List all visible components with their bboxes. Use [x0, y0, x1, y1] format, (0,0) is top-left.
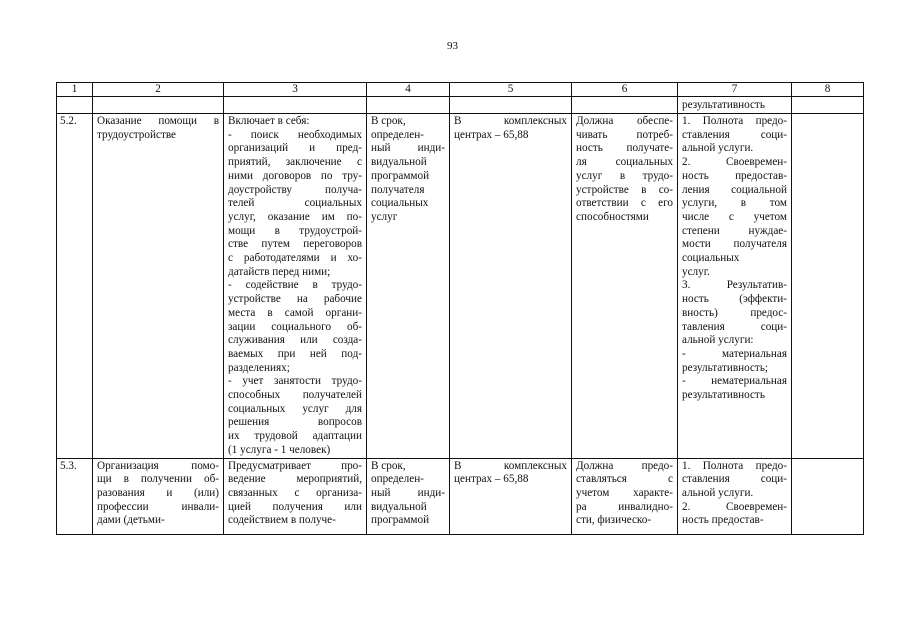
cell-line: профессии инвали- — [97, 500, 219, 513]
table-cell — [93, 97, 224, 114]
cell-line: служивания или созда- — [228, 334, 362, 347]
column-header: 8 — [792, 83, 864, 97]
cell-line: дами (детьми- — [97, 514, 165, 527]
cell-line: услуги, в том — [682, 197, 787, 210]
table-cell — [57, 97, 93, 114]
cell-line: - нематериальная — [682, 375, 787, 388]
table-cell — [450, 97, 572, 114]
cell-line: В срок, — [371, 459, 406, 472]
cell-line: ность предостав- — [682, 169, 787, 182]
cell-line: Должна обеспе- — [576, 115, 673, 127]
services-table — [56, 82, 864, 535]
cell-line: ля социальных — [576, 156, 673, 169]
cell-line: В комплексных — [454, 459, 567, 472]
cell-line: программой — [371, 169, 430, 182]
cell-line: программой — [371, 514, 430, 527]
cell-line: ставления соци- — [682, 473, 787, 486]
cell-line: места в самой органи- — [228, 306, 362, 319]
cell-line: ними договоров по тру- — [228, 169, 362, 182]
cell-line: мощи в трудоустрой- — [228, 224, 362, 237]
continuation-text: результативность — [678, 97, 792, 114]
cell-line: их трудовой адаптации — [228, 430, 362, 443]
column-header: 2 — [93, 83, 224, 97]
cell-line: трудоустройстве — [97, 128, 177, 141]
table-cell — [792, 97, 864, 114]
cell-line: ведение мероприятий, — [228, 473, 362, 486]
cell-line: услуг, оказание им по- — [228, 210, 362, 223]
column-header: 5 — [450, 83, 572, 97]
cell-line: ответствии с его — [576, 197, 673, 210]
cell-line: решения вопросов — [228, 416, 362, 429]
cell-line: услуг. — [682, 265, 710, 278]
cell-line: ность предостав- — [682, 514, 764, 527]
cell-line: цией получения или — [228, 500, 362, 513]
cell-line: зации социального об- — [228, 320, 362, 333]
service-quality-criteria — [678, 458, 792, 534]
cell-line: Оказание помощи в — [97, 115, 219, 127]
cell-line: видуальной — [371, 156, 427, 169]
cell-line: видуальной — [371, 500, 427, 513]
cell-line: альной услуги: — [682, 334, 754, 347]
cell-line: ный инди- — [371, 142, 445, 155]
cell-line: стве путем переговоров — [228, 238, 362, 251]
service-description — [224, 458, 367, 534]
column-header: 1 — [57, 83, 93, 97]
cell-line: 2. Своевремен- — [682, 156, 787, 169]
service-term — [367, 458, 450, 534]
cell-line: ный инди- — [371, 486, 445, 499]
cell-line: В срок, — [371, 115, 406, 127]
service-requirements — [572, 114, 678, 459]
service-description — [224, 114, 367, 459]
column-header: 4 — [367, 83, 450, 97]
table-cell — [792, 114, 864, 459]
cell-line: связанных с организа- — [228, 486, 362, 499]
cell-line: степени нуждае- — [682, 224, 787, 237]
cell-line: услуг — [371, 210, 398, 223]
continuation-row — [57, 97, 864, 114]
cell-line: - учет занятости трудо- — [228, 375, 362, 388]
table-row — [57, 458, 864, 534]
cell-line: Организация помо- — [97, 459, 219, 472]
cell-line: 1. Полнота предо- — [682, 115, 787, 127]
cell-line: способностями — [576, 210, 649, 223]
cell-line: 3. Результатив- — [682, 279, 787, 292]
cell-line: (1 услуга - 1 человек) — [228, 443, 331, 456]
service-tariff — [450, 114, 572, 459]
cell-line: способных получателей — [228, 389, 362, 402]
service-requirements — [572, 458, 678, 534]
cell-line: ность получате- — [576, 142, 673, 155]
table-row — [57, 114, 864, 459]
cell-line: 1. Полнота предо- — [682, 459, 787, 472]
cell-line: содействием в получе- — [228, 514, 336, 527]
service-quality-criteria — [678, 114, 792, 459]
row-number: 5.3. — [57, 458, 93, 534]
cell-line: устройстве на рабочие — [228, 293, 362, 306]
cell-line: альной услуги. — [682, 142, 754, 155]
cell-line: Включает в себя: — [228, 115, 310, 127]
cell-line: результативность — [682, 389, 765, 402]
column-header: 7 — [678, 83, 792, 97]
column-header: 3 — [224, 83, 367, 97]
cell-line: щи в получении об- — [97, 473, 219, 486]
cell-line: разделениях; — [228, 361, 290, 374]
table-cell — [224, 97, 367, 114]
cell-line: - содействие в трудо- — [228, 279, 362, 292]
cell-line: ления социальной — [682, 183, 787, 196]
service-name — [93, 114, 224, 459]
cell-line: приятий, заключение с — [228, 156, 362, 169]
table-cell — [367, 97, 450, 114]
cell-line: тавления соци- — [682, 320, 787, 333]
row-number: 5.2. — [57, 114, 93, 459]
cell-line: Должна предо- — [576, 459, 673, 472]
cell-line: сти, физическо- — [576, 514, 652, 527]
cell-line: организаций и пред- — [228, 142, 362, 155]
cell-line: учетом характе- — [576, 486, 673, 499]
cell-line: чивать потреб- — [576, 128, 673, 141]
cell-line: мости получателя — [682, 238, 787, 251]
service-tariff — [450, 458, 572, 534]
cell-line: социальных — [371, 197, 429, 210]
cell-line: ставления соци- — [682, 128, 787, 141]
cell-line: альной услуги. — [682, 486, 754, 499]
cell-line: социальных — [682, 252, 740, 265]
cell-line: центрах – 65,88 — [454, 473, 529, 486]
cell-line: услуг в трудо- — [576, 169, 673, 182]
column-header: 6 — [572, 83, 678, 97]
cell-line: ставляться с — [576, 473, 673, 486]
table-cell — [792, 458, 864, 534]
cell-line: доустройству получа- — [228, 183, 362, 196]
cell-line: Предусматривает про- — [228, 459, 362, 472]
cell-line: ваемых при ней под- — [228, 347, 362, 360]
cell-line: В комплексных — [454, 115, 567, 127]
cell-line: - поиск необходимых — [228, 128, 362, 141]
cell-line: разования и (или) — [97, 486, 219, 499]
cell-line: - материальная — [682, 347, 787, 360]
cell-line: вность) предос- — [682, 306, 787, 319]
service-term — [367, 114, 450, 459]
cell-line: датайств перед ними; — [228, 265, 331, 278]
cell-line: ность (эффекти- — [682, 293, 787, 306]
cell-line: устройстве в со- — [576, 183, 673, 196]
cell-line: числе с учетом — [682, 210, 787, 223]
service-name — [93, 458, 224, 534]
cell-line: определен- — [371, 128, 424, 141]
column-numbers-row — [57, 83, 864, 97]
cell-line: определен- — [371, 473, 424, 486]
page-number: 93 — [447, 40, 458, 52]
cell-line: центрах – 65,88 — [454, 128, 529, 141]
cell-line: 2. Своевремен- — [682, 500, 787, 513]
cell-line: с работодателями и хо- — [228, 252, 362, 265]
table-cell — [572, 97, 678, 114]
cell-line: ра инвалидно- — [576, 500, 673, 513]
cell-line: результативность; — [682, 361, 769, 374]
cell-line: получателя — [371, 183, 425, 196]
cell-line: социальных услуг для — [228, 402, 362, 415]
cell-line: телей социальных — [228, 197, 362, 210]
